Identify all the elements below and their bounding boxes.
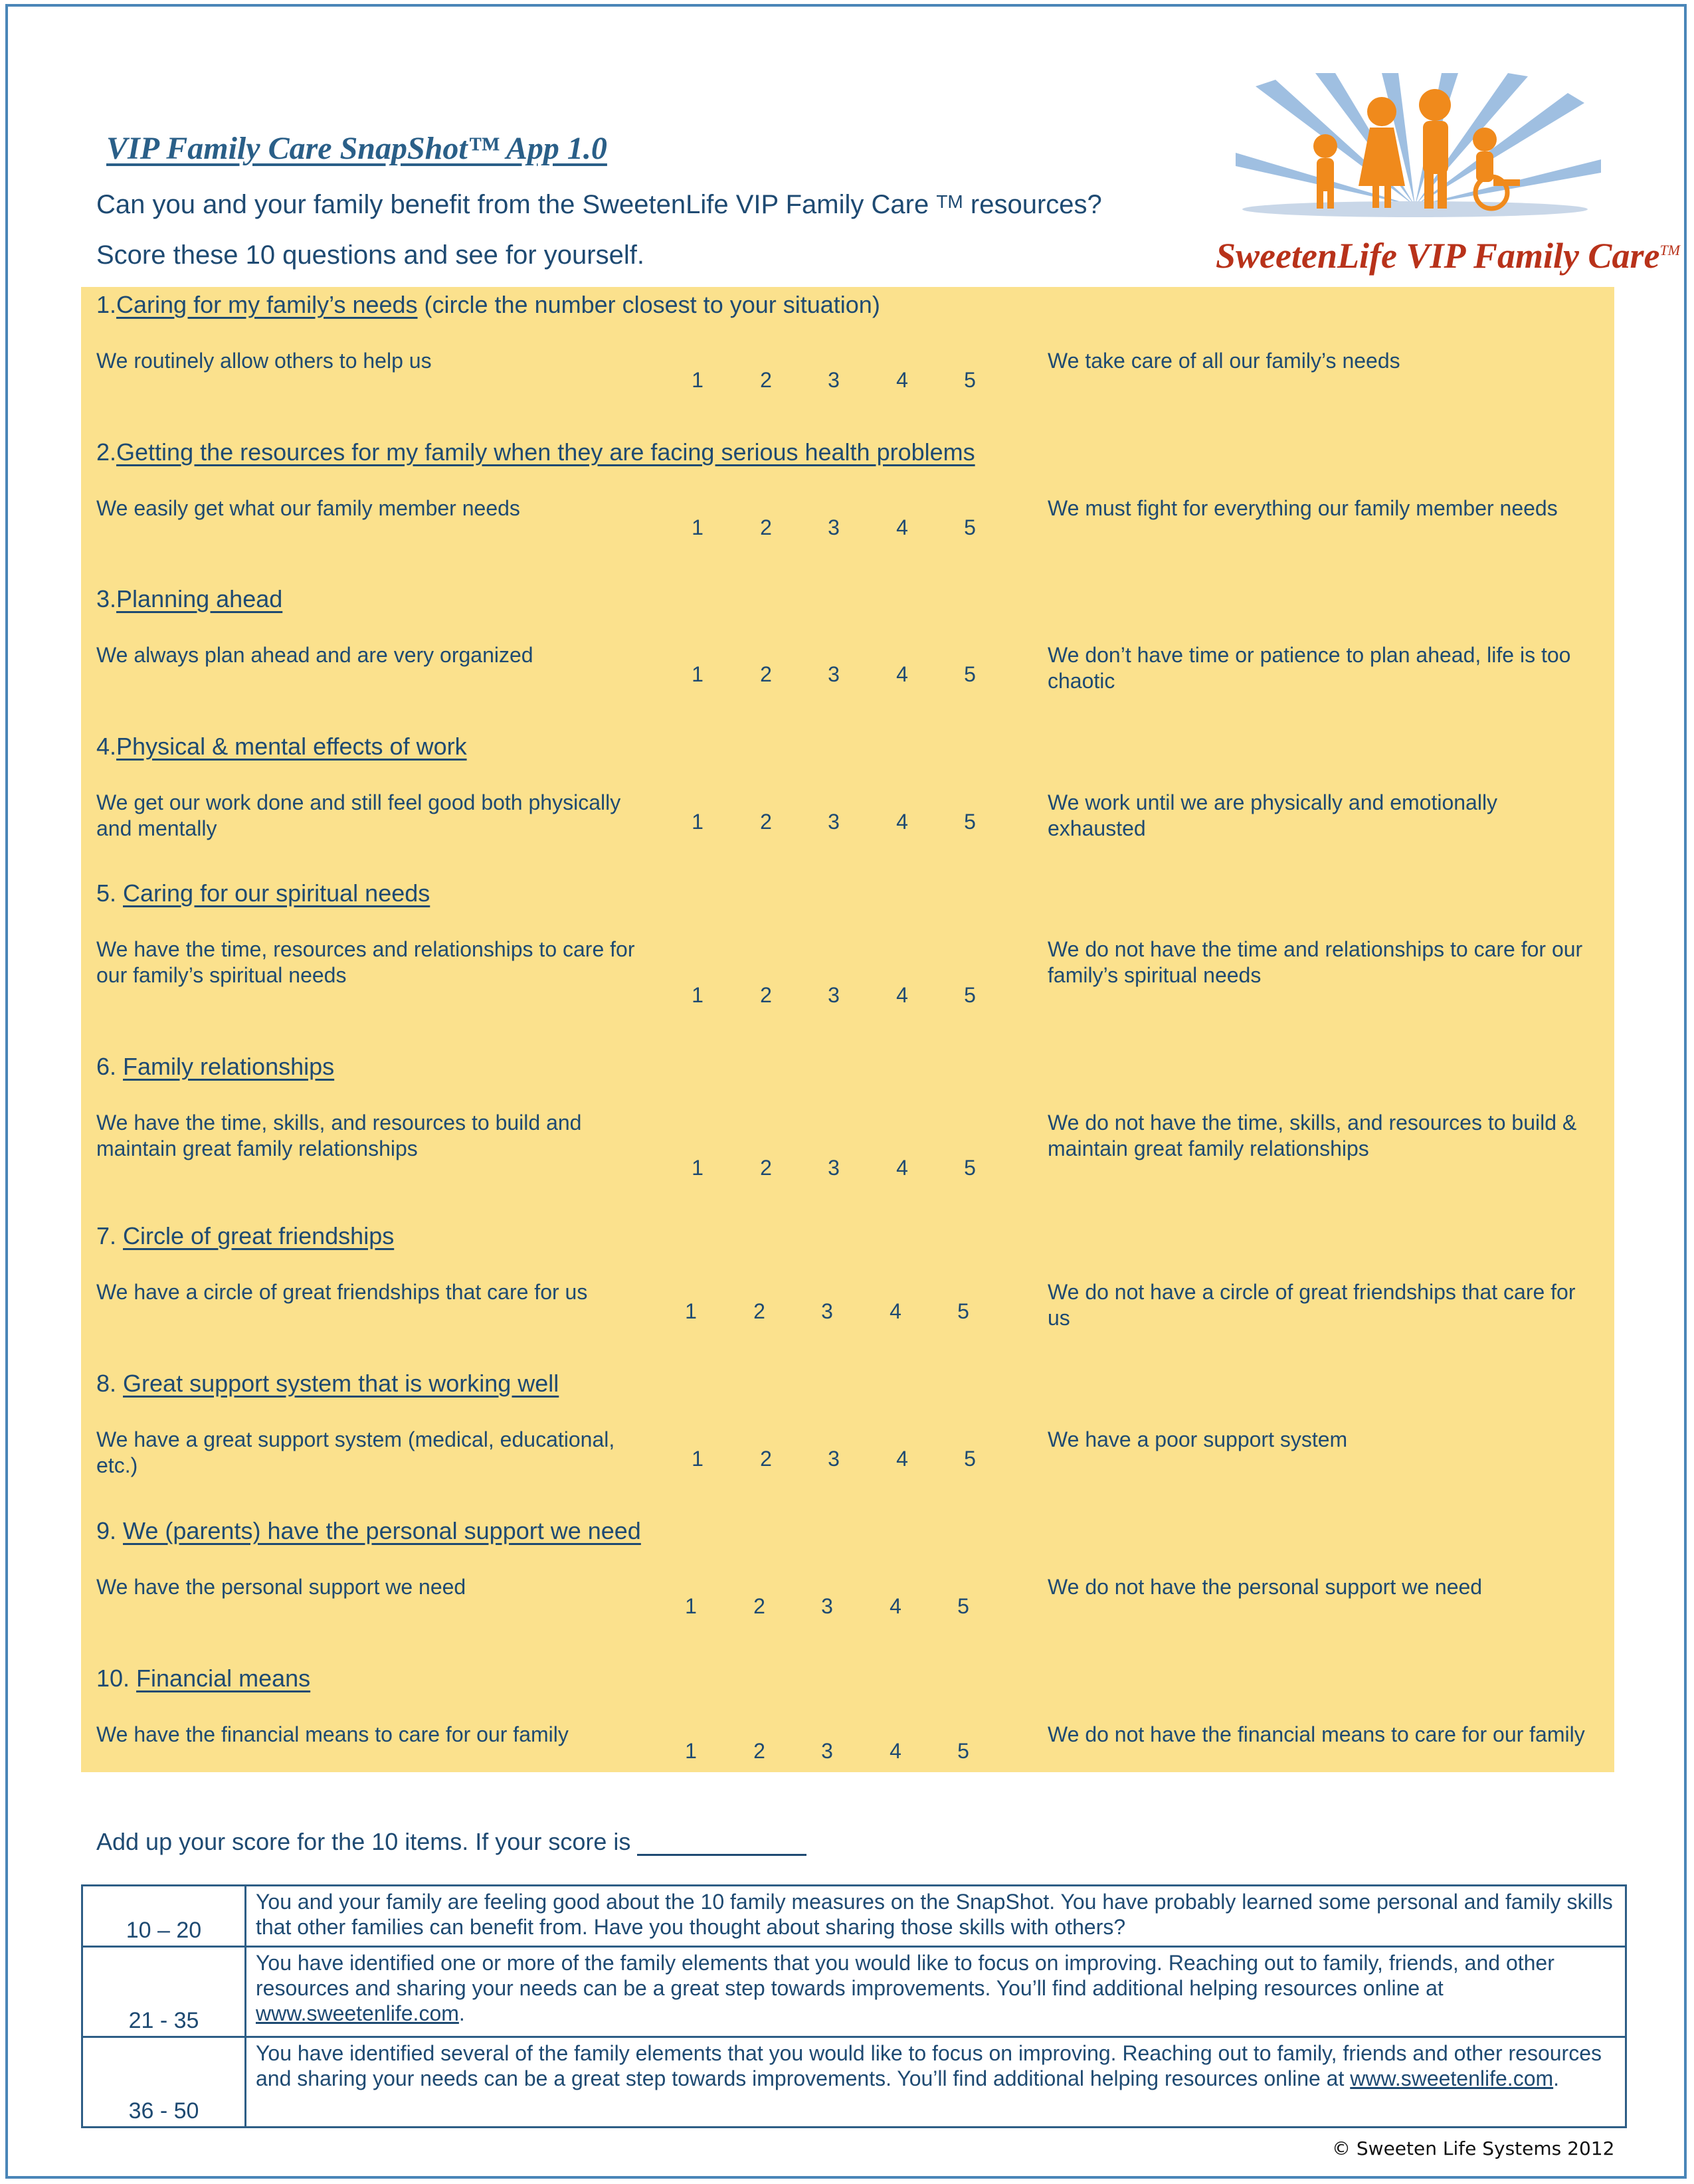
rating-option[interactable]: 1	[692, 1156, 704, 1180]
rating-option[interactable]: 1	[692, 515, 704, 539]
question-title	[96, 291, 880, 319]
rating-option[interactable]: 5	[964, 515, 976, 539]
rating-option[interactable]: 5	[957, 1739, 969, 1763]
rating-option[interactable]: 4	[896, 515, 908, 539]
question-number: 7.	[96, 1222, 124, 1249]
rating-option[interactable]: 3	[821, 1299, 833, 1323]
family-logo-icon	[1216, 73, 1614, 239]
score-range: 36 - 50	[82, 2037, 246, 2128]
rating-option[interactable]: 3	[828, 662, 840, 686]
subtitle	[96, 190, 1102, 220]
question-number: 2.	[96, 438, 117, 466]
description-text: You and your family are feeling good about the 10 family measures on the SnapShot. You have probably learned some personal and family skills that other families can benefit from. Have you thought about sharing those skills with others?	[256, 1890, 1613, 1939]
rating-option[interactable]: 2	[753, 1739, 765, 1763]
logo	[1216, 73, 1680, 292]
question-number: 8.	[96, 1370, 124, 1397]
subtitle-end: resources?	[963, 190, 1102, 219]
rating-option[interactable]: 3	[828, 810, 840, 834]
rating-option[interactable]: 1	[692, 368, 704, 392]
results-row	[82, 1886, 1626, 1947]
rating-option[interactable]: 2	[760, 983, 772, 1007]
question-title	[96, 879, 430, 907]
score-description	[246, 1947, 1626, 2037]
question-heading: Caring for my family’s needs	[116, 291, 418, 318]
page-title: VIP Family Care SnapShot™ App 1.0	[106, 131, 607, 166]
question-number: 1.	[96, 291, 117, 318]
question-number: 10.	[96, 1665, 137, 1692]
question-heading: We (parents) have the personal support we need	[123, 1517, 641, 1544]
scale-left-label: We routinely allow others to help us	[96, 349, 432, 373]
scale-right-label: We do not have the financial means to care for our family	[1048, 1722, 1585, 1746]
rating-option[interactable]: 4	[896, 983, 908, 1007]
results-row	[82, 1947, 1626, 2037]
rating-option[interactable]: 2	[760, 515, 772, 539]
question-heading: Financial means	[136, 1665, 311, 1692]
rating-option[interactable]: 4	[890, 1594, 901, 1618]
scale-left-label: We have the personal support we need	[96, 1575, 466, 1599]
description-tail: .	[458, 2001, 465, 2025]
question-note: (circle the number closest to your situation)	[417, 291, 880, 318]
rating-option[interactable]: 1	[692, 983, 704, 1007]
rating-option[interactable]: 4	[896, 810, 908, 834]
scale-right-label: We have a poor support system	[1048, 1427, 1348, 1451]
description-text: You have identified one or more of the family elements that you would like to focus on improving. Reaching out to family, friends, and other resources and sharing your needs can be a great step towards improvements. You’ll find additional helping resources online at	[256, 1951, 1554, 2000]
rating-option[interactable]: 3	[828, 1447, 840, 1471]
questionnaire-panel	[81, 287, 1614, 1772]
score-range: 10 – 20	[82, 1886, 246, 1947]
question-title	[96, 1517, 641, 1545]
question-title	[96, 1053, 334, 1081]
results-table	[81, 1884, 1627, 2128]
rating-option[interactable]: 3	[828, 983, 840, 1007]
score-range: 21 - 35	[82, 1947, 246, 2037]
rating-option[interactable]: 1	[692, 810, 704, 834]
website-link[interactable]: www.sweetenlife.com	[256, 2001, 459, 2025]
rating-option[interactable]: 2	[760, 1156, 772, 1180]
question-title	[96, 585, 282, 613]
question-heading: Planning ahead	[116, 585, 283, 612]
scale-right-label: We do not have the personal support we need	[1048, 1575, 1483, 1599]
score-blank[interactable]	[637, 1830, 806, 1856]
question-heading: Getting the resources for my family when they are facing serious health problems	[116, 438, 975, 466]
logo-tm: TM	[1659, 242, 1680, 258]
scale-right-label: We do not have a circle of great friendships that care for us	[1048, 1280, 1576, 1330]
scale-right-label: We do not have the time and relationships to care for our family’s spiritual needs	[1048, 937, 1583, 987]
logo-text-main: SweetenLife VIP Family Care	[1216, 236, 1660, 276]
question-heading: Family relationships	[123, 1053, 335, 1080]
rating-option[interactable]: 4	[896, 1156, 908, 1180]
rating-option[interactable]: 2	[753, 1594, 765, 1618]
rating-option[interactable]: 4	[896, 368, 908, 392]
rating-option[interactable]: 2	[760, 1447, 772, 1471]
rating-option[interactable]: 5	[964, 1447, 976, 1471]
question-title	[96, 1370, 559, 1398]
rating-option[interactable]: 3	[828, 368, 840, 392]
website-link[interactable]: www.sweetenlife.com	[1350, 2066, 1554, 2090]
rating-option[interactable]: 3	[821, 1594, 833, 1618]
scale-left-label: We have the time, resources and relationships to care for our family’s spiritual needs	[96, 937, 635, 987]
score-prompt-text: Add up your score for the 10 items. If your score is	[96, 1828, 631, 1855]
subtitle-main: Can you and your family benefit from the SweetenLife VIP Family Care	[96, 190, 929, 219]
question-number: 9.	[96, 1517, 124, 1544]
scale-right-label: We work until we are physically and emotionally exhausted	[1048, 790, 1498, 840]
scale-right-label: We take care of all our family’s needs	[1048, 349, 1400, 373]
instruction: Score these 10 questions and see for yourself.	[96, 240, 644, 270]
scale-right-label: We do not have the time, skills, and resources to build & maintain great family relationships	[1048, 1111, 1577, 1160]
rating-option[interactable]: 5	[964, 1156, 976, 1180]
scale-left-label: We always plan ahead and are very organized	[96, 643, 533, 667]
rating-option[interactable]: 5	[964, 983, 976, 1007]
scale-left-label: We easily get what our family member needs	[96, 496, 520, 520]
question-heading: Caring for our spiritual needs	[123, 879, 430, 907]
rating-option[interactable]: 5	[957, 1299, 969, 1323]
rating-option[interactable]: 5	[964, 368, 976, 392]
question-title	[96, 438, 975, 466]
subtitle-tm: TM	[936, 191, 963, 212]
rating-option[interactable]: 1	[692, 1447, 704, 1471]
rating-option[interactable]: 4	[890, 1739, 901, 1763]
rating-option[interactable]: 4	[896, 1447, 908, 1471]
copyright: © Sweeten Life Systems 2012	[1332, 2138, 1615, 2159]
scale-right-label: We must fight for everything our family member needs	[1048, 496, 1558, 520]
rating-option[interactable]: 5	[964, 662, 976, 686]
question-heading: Circle of great friendships	[123, 1222, 395, 1249]
score-description	[246, 2037, 1626, 2128]
results-row	[82, 2037, 1626, 2128]
score-prompt	[96, 1828, 806, 1856]
scale-left-label: We have the financial means to care for our family	[96, 1722, 569, 1746]
question-number: 4.	[96, 733, 117, 760]
scale-left-label: We have a great support system (medical, educational, etc.)	[96, 1427, 615, 1477]
rating-option[interactable]: 5	[957, 1594, 969, 1618]
rating-option[interactable]: 4	[890, 1299, 901, 1323]
question-number: 3.	[96, 585, 117, 612]
question-number: 5.	[96, 879, 124, 907]
logo-text	[1216, 235, 1680, 276]
question-heading: Great support system that is working well	[123, 1370, 559, 1397]
description-tail: .	[1553, 2066, 1560, 2090]
description-text: You have identified several of the family elements that you would like to focus on improving. Reaching out to family, friends and other resources and sharing your needs can be a great step towards improvements. You’ll find additional helping resources online at	[256, 2041, 1602, 2090]
rating-option[interactable]: 2	[760, 368, 772, 392]
rating-option[interactable]: 3	[828, 1156, 840, 1180]
rating-option[interactable]: 3	[821, 1739, 833, 1763]
rating-option[interactable]: 2	[760, 810, 772, 834]
rating-option[interactable]: 3	[828, 515, 840, 539]
scale-left-label: We get our work done and still feel good both physically and mentally	[96, 790, 621, 840]
rating-option[interactable]: 2	[753, 1299, 765, 1323]
question-title	[96, 733, 467, 761]
question-heading: Physical & mental effects of work	[116, 733, 467, 760]
question-title	[96, 1222, 394, 1250]
score-description	[246, 1886, 1626, 1947]
rating-option[interactable]: 1	[685, 1594, 697, 1618]
rating-option[interactable]: 4	[896, 662, 908, 686]
question-title	[96, 1665, 310, 1692]
scale-right-label: We don’t have time or patience to plan ahead, life is too chaotic	[1048, 643, 1571, 693]
scale-left-label: We have the time, skills, and resources to build and maintain great family relationships	[96, 1111, 582, 1160]
scale-left-label: We have a circle of great friendships that care for us	[96, 1280, 588, 1304]
rating-option[interactable]: 1	[685, 1739, 697, 1763]
rating-option[interactable]: 1	[692, 662, 704, 686]
rating-option[interactable]: 5	[964, 810, 976, 834]
rating-option[interactable]: 1	[685, 1299, 697, 1323]
question-number: 6.	[96, 1053, 124, 1080]
rating-option[interactable]: 2	[760, 662, 772, 686]
